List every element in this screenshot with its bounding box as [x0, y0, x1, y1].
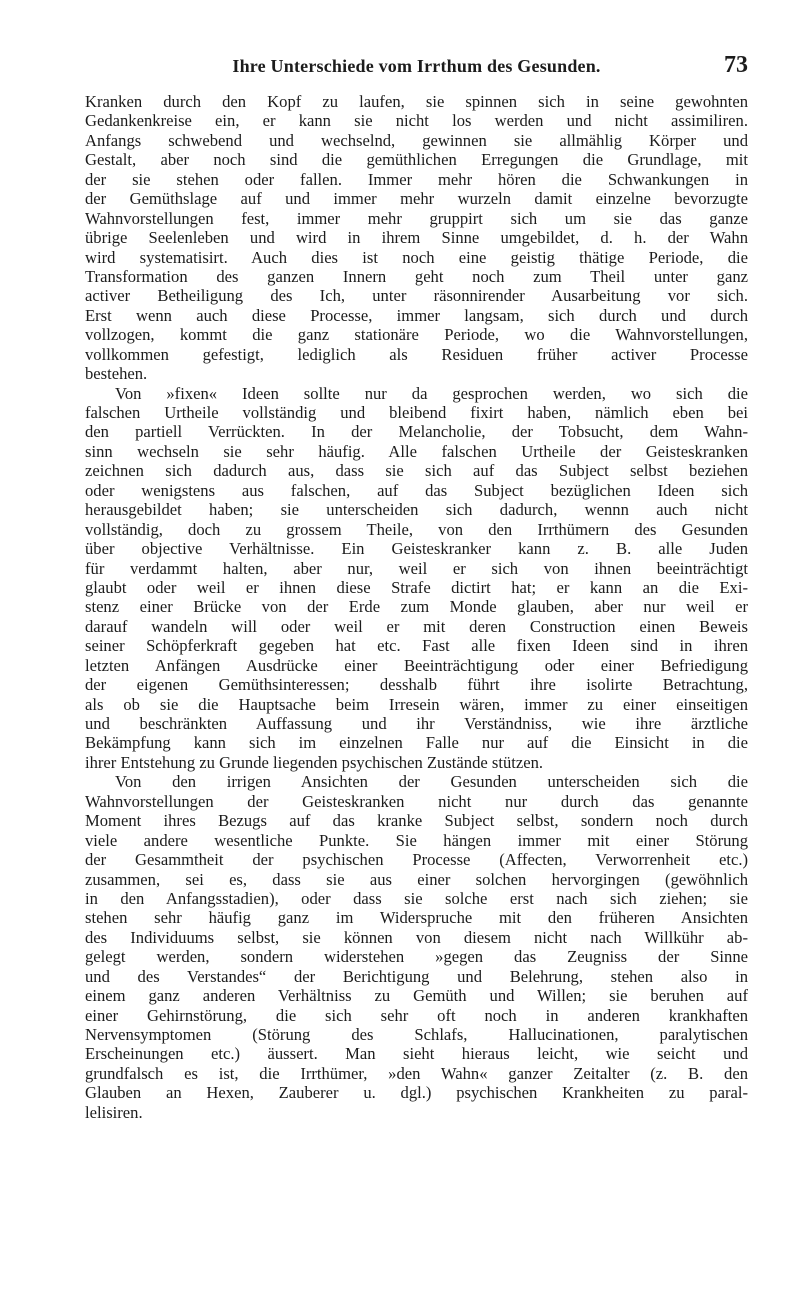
text-line: des Individuums selbst, sie können von diesem nicht nach Willkühr ab- [85, 927, 748, 947]
text-line: über objective Verhältnisse. Ein Geisteskranker kann z. B. alle Juden [85, 539, 748, 559]
text-line: oder wenigstens aus falschen, auf das Subject bezüglichen Ideen sich [85, 480, 748, 500]
text-line: darauf wandeln will oder weil er mit deren Construction einen Beweis [85, 616, 748, 636]
text-line: Moment ihres Bezugs auf das kranke Subject selbst, sondern noch durch [85, 811, 748, 831]
text-line: zeichnen sich dadurch aus, dass sie sich auf das Subject selbst beziehen [85, 461, 748, 481]
text-line: Bekämpfung kann sich im einzelnen Falle nur auf die Einsicht in die [85, 733, 748, 753]
text-line: der Gesammtheit der psychischen Processe (Affecten, Verworrenheit etc.) [85, 850, 748, 870]
text-line: der Gemüthslage auf und immer mehr wurzeln damit einzelne bevorzugte [85, 189, 748, 209]
text-line: activer Betheiligung des Ich, unter räsonnirender Ausarbeitung vor sich. [85, 286, 748, 306]
text-line: Erscheinungen etc.) äussert. Man sieht hieraus leicht, wie seicht und [85, 1044, 748, 1064]
text-line: vollständig, doch zu grossem Theile, von den Irrthümern des Gesunden [85, 519, 748, 539]
text-line: seiner Schöpferkraft gegeben hat etc. Fast alle fixen Ideen sind in ihren [85, 636, 748, 656]
text-line: als ob sie die Hauptsache beim Irresein wären, immer zu einer einseitigen [85, 694, 748, 714]
text-line: einem ganz anderen Verhältniss zu Gemüth und Willen; sie beruhen auf [85, 986, 748, 1006]
text-line: für verdammt halten, aber nur, weil er sich von ihnen beeinträchtigt [85, 558, 748, 578]
text-line: ihrer Entstehung zu Grunde liegenden psychischen Zustände stützen. [85, 752, 544, 772]
text-line: gelegt werden, sondern widerstehen »gegen das Zeugniss der Sinne [85, 947, 748, 967]
text-line: einer Gehirnstörung, die sich sehr oft noch in anderen krankhaften [85, 1005, 748, 1025]
text-line: Erst wenn auch diese Processe, immer langsam, sich durch und durch [85, 305, 748, 325]
text-line: Wahnvorstellungen fest, immer mehr gruppirt sich um sie das ganze [85, 208, 748, 228]
text-line: Transformation des ganzen Innern geht noch zum Theil unter ganz [85, 266, 748, 286]
text-line: der sie stehen oder fallen. Immer mehr hören die Schwankungen in [85, 169, 748, 189]
text-line: und des Verstandes“ der Berichtigung und Belehrung, stehen also in [85, 966, 748, 986]
text-line: übrige Seelenleben und wird in ihrem Sinne umgebildet, d. h. der Wahn [85, 228, 748, 248]
text-line: herausgebildet haben; sie unterscheiden sich dadurch, wennn auch nicht [85, 500, 748, 520]
text-line: vollzogen, kommt die ganz stationäre Periode, wo die Wahnvorstellungen, [85, 325, 748, 345]
text-line: Kranken durch den Kopf zu laufen, sie spinnen sich in seine gewohnten [85, 92, 748, 111]
text-line: Anfangs schwebend und wechselnd, gewinnen sie allmählig Körper und [85, 130, 748, 150]
text-line: bestehen. [85, 364, 148, 384]
text-line: Von »fixen« Ideen sollte nur da gesprochen werden, wo sich die [115, 383, 748, 403]
text-line: Nervensymptomen (Störung des Schlafs, Hallucinationen, paralytischen [85, 1025, 748, 1044]
text-line: letzten Anfängen Ausdrücke einer Beeinträchtigung oder einer Befriedigung [85, 655, 748, 675]
page-number: 73 [724, 52, 748, 78]
text-line: vollkommen gefestigt, lediglich als Residuen früher activer Processe [85, 344, 748, 364]
text-line: sinn wechseln sie sehr häufig. Alle falschen Urtheile der Geisteskranken [85, 441, 748, 461]
text-line: falschen Urtheile vollständig und bleibend fixirt haben, nämlich eben bei [85, 403, 748, 422]
text-line: lelisiren. [85, 1102, 143, 1122]
text-line: und beschränkten Auffassung und ihr Verständniss, wie ihre ärztliche [85, 714, 748, 733]
text-line: den partiell Verrückten. In der Melancholie, der Tobsucht, dem Wahn- [85, 422, 748, 442]
text-line: stehen sehr häufig ganz im Widerspruche mit den früheren Ansichten [85, 908, 748, 928]
running-head [85, 52, 748, 84]
text-line: Gedankenkreise ein, er kann sie nicht los werden und nicht assimiliren. [85, 111, 748, 131]
text-line: Gestalt, aber noch sind die gemüthlichen Erregungen die Grundlage, mit [85, 150, 748, 170]
text-line: grundfalsch es ist, die Irrthümer, »den Wahn« ganzer Zeitalter (z. B. den [85, 1063, 748, 1083]
body-text [85, 92, 748, 1122]
text-line: wird systematisirt. Auch dies ist noch eine geistig thätige Periode, die [85, 247, 748, 267]
running-title: Ihre Unterschiede vom Irrthum des Gesunden. [232, 56, 601, 76]
text-line: in den Anfangsstadien), oder dass sie solche erst nach sich ziehen; sie [85, 888, 748, 908]
text-line: zusammen, sei es, dass sie aus einer solchen hervorgingen (gewöhnlich [85, 869, 748, 889]
text-line: glaubt oder weil er ihnen diese Strafe dictirt hat; er kann an die Exi- [85, 577, 748, 597]
text-line: Glauben an Hexen, Zauberer u. dgl.) psychischen Krankheiten zu paral- [85, 1083, 748, 1103]
text-line: viele andere wesentliche Punkte. Sie hängen immer mit einer Störung [85, 830, 748, 850]
text-line: der eigenen Gemüthsinteressen; desshalb führt ihre isolirte Betrachtung, [85, 675, 748, 695]
text-line: Von den irrigen Ansichten der Gesunden unterscheiden sich die [115, 772, 748, 792]
text-line: stenz einer Brücke von der Erde zum Monde glauben, aber nur weil er [85, 597, 748, 617]
text-line: Wahnvorstellungen der Geisteskranken nicht nur durch das genannte [85, 791, 748, 811]
